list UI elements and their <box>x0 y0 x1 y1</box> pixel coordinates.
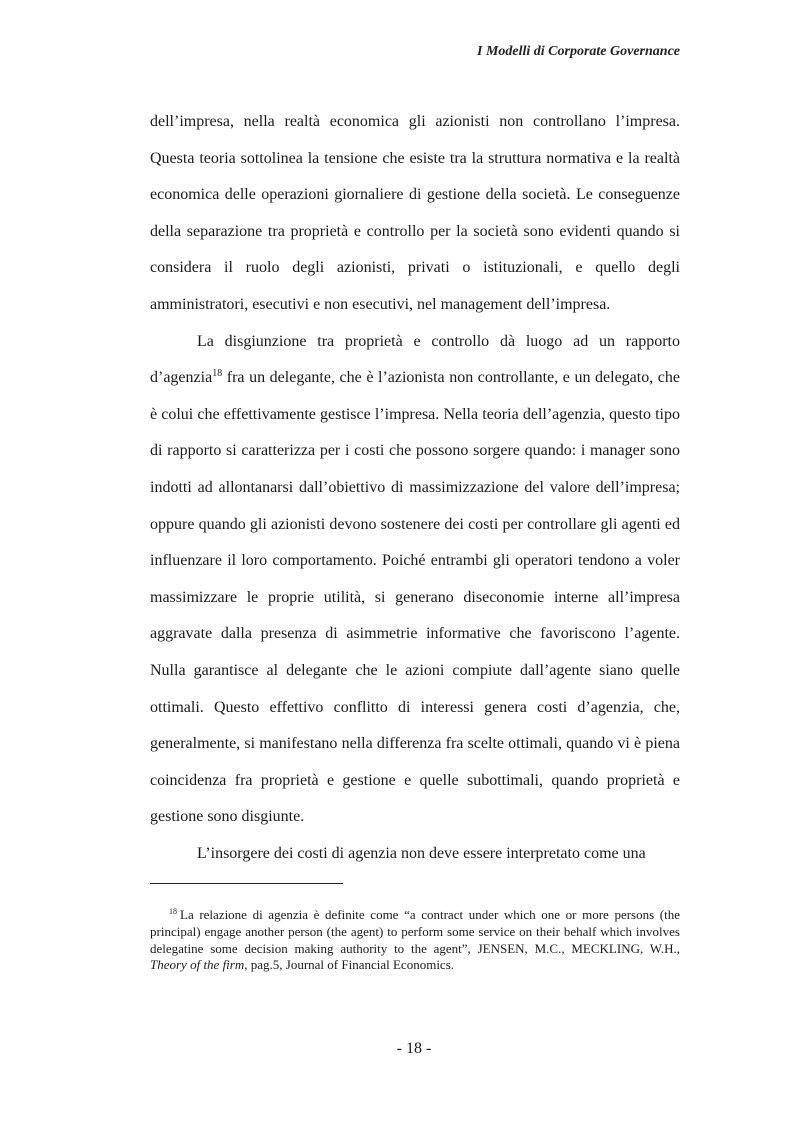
paragraph-3: L’insorgere dei costi di agenzia non deve essere interpretato come una <box>197 844 646 862</box>
footnote-separator <box>150 883 343 884</box>
footnote-reference: 18 <box>212 368 223 380</box>
page-number: - 18 - <box>396 1040 432 1057</box>
footnote-text-part-2: , pag.5, Journal of Financial Economics. <box>244 957 455 973</box>
paragraph-2 <box>150 324 680 836</box>
footnote-text-part-1: La relazione di agenzia è definite come “a contract under which one or more persons (the principal) engage another person (the agent) to perform some service on their behalf which involves delegatine some decision making authority to the agent”, JENSEN, M.C., MECKLING, W.H., <box>150 907 680 956</box>
running-header: I Modelli di Corporate Governance <box>477 44 680 59</box>
body-text <box>150 104 680 872</box>
paragraph-2-part-1: La disgiunzione tra proprietà e controllo dà luogo ad un rapporto d’agenzia <box>150 332 680 387</box>
paragraph-2-part-2: fra un delegante, che è l’azionista non controllante, e un delegato, che è colui che effettivamente gestisce l’impresa. Nella teoria dell’agenzia, questo tipo di rapporto si caratterizza per i costi che possono sorgere quando: i manager sono indotti ad allontanarsi dall’obiettivo di massimizzazione del valore dell’impresa; oppure quando gli azionisti devono sostenere dei costi per controllare gli agenti ed influenzare il loro comportamento. Poiché entrambi gli operatori tendono a voler massimizzare le proprie utilità, si generano diseconomie interne all’impresa aggravate dalla presenza di asimmetrie informative che favoriscono l’agente. Nulla garantisce al delegante che le azioni compiute dall’agente siano quelle ottimali. Questo effettivo conflitto di interessi genera costi d’agenzia, che, generalmente, si manifestano nella differenza fra scelte ottimali, quando vi è piena coincidenza fra proprietà e gestione e quelle subottimali, quando proprietà e gestione sono disgiunte. <box>150 369 680 826</box>
paragraph-1: dell’impresa, nella realtà economica gli azionisti non controllano l’impresa. Questa teoria sottolinea la tensione che esiste tra la struttura normativa e la realtà economica delle operazioni giornaliere di gestione della società. Le conseguenze della separazione tra proprietà e controllo per la società sono evidenti quando si considera il ruolo degli azionisti, privati o istituzionali, e quello degli amministratori, esecutivi e non esecutivi, nel management dell’impresa. <box>150 113 680 313</box>
footnote-cited-title: Theory of the firm <box>150 957 245 973</box>
footnote-number: 18 <box>169 907 177 916</box>
footnote <box>150 907 680 974</box>
